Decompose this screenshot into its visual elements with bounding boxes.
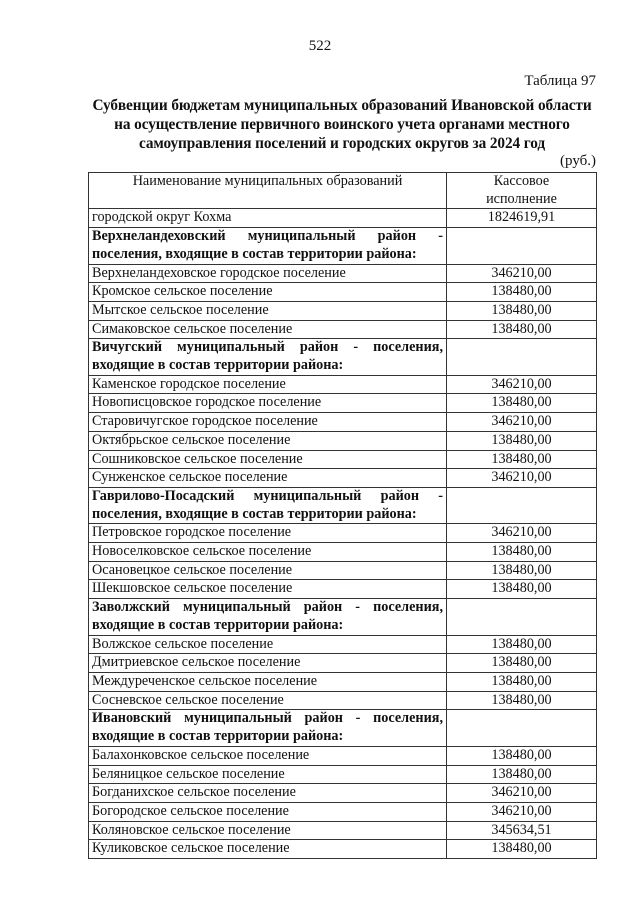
district-name: Вичугский муниципальный район - поселения, входящие в состав территории района: bbox=[89, 339, 447, 375]
settlement-name: Дмитриевское сельское поселение bbox=[89, 654, 447, 673]
amount-cell: 138480,00 bbox=[447, 543, 597, 562]
amount-cell: 1824619,91 bbox=[447, 209, 597, 228]
table-row bbox=[89, 635, 597, 654]
table-row bbox=[89, 394, 597, 413]
table-row bbox=[89, 580, 597, 599]
table-row bbox=[89, 320, 597, 339]
amount-cell: 138480,00 bbox=[447, 450, 597, 469]
table-row bbox=[89, 543, 597, 562]
settlement-name: Новописцовское городское поселение bbox=[89, 394, 447, 413]
table-row bbox=[89, 802, 597, 821]
district-name: Заволжский муниципальный район - поселения, входящие в состав территории района: bbox=[89, 599, 447, 635]
unit-label: (руб.) bbox=[560, 153, 596, 169]
settlement-name: Междуреченское сельское поселение bbox=[89, 672, 447, 691]
settlement-name: Новоселковское сельское поселение bbox=[89, 543, 447, 562]
amount-cell: 138480,00 bbox=[447, 635, 597, 654]
settlement-name: Мытское сельское поселение bbox=[89, 301, 447, 320]
header-value bbox=[447, 173, 597, 209]
page-number: 522 bbox=[308, 38, 332, 54]
table-row bbox=[89, 784, 597, 803]
amount-cell: 346210,00 bbox=[447, 802, 597, 821]
district-name: Ивановский муниципальный район - поселения, входящие в состав территории района: bbox=[89, 710, 447, 746]
amount-cell: 346210,00 bbox=[447, 413, 597, 432]
amount-cell: 346210,00 bbox=[447, 469, 597, 488]
header-value-line: исполнение bbox=[486, 190, 557, 207]
group-header-row bbox=[89, 710, 597, 746]
table-row bbox=[89, 283, 597, 302]
header-value-line: Кассовое bbox=[493, 173, 550, 189]
settlement-name: Петровское городское поселение bbox=[89, 524, 447, 543]
header-name: Наименование муниципальных образований bbox=[89, 173, 447, 209]
settlement-name: Куликовское сельское поселение bbox=[89, 840, 447, 859]
table-row bbox=[89, 375, 597, 394]
settlement-name: Сунженское сельское поселение bbox=[89, 469, 447, 488]
settlement-name: Богородское сельское поселение bbox=[89, 802, 447, 821]
settlement-name: Шекшовское сельское поселение bbox=[89, 580, 447, 599]
district-name: Гаврилово-Посадский муниципальный район - поселения, входящие в состав территории района: bbox=[89, 487, 447, 523]
table-row bbox=[89, 840, 597, 859]
table-row bbox=[89, 469, 597, 488]
settlement-name: Волжское сельское поселение bbox=[89, 635, 447, 654]
table-row bbox=[89, 209, 597, 228]
settlement-name: Беляницкое сельское поселение bbox=[89, 765, 447, 784]
amount-cell: 138480,00 bbox=[447, 320, 597, 339]
settlement-name: Октябрьское сельское поселение bbox=[89, 431, 447, 450]
settlement-name: Каменское городское поселение bbox=[89, 375, 447, 394]
table-row bbox=[89, 524, 597, 543]
amount-cell: 138480,00 bbox=[447, 672, 597, 691]
table-number: Таблица 97 bbox=[524, 73, 596, 89]
amount-cell: 346210,00 bbox=[447, 375, 597, 394]
table-row bbox=[89, 821, 597, 840]
table-header-row bbox=[89, 173, 597, 209]
amount-cell bbox=[447, 228, 597, 264]
group-header-row bbox=[89, 487, 597, 523]
district-name: Верхнеландеховский муниципальный район - поселения, входящие в состав территории района: bbox=[89, 228, 447, 264]
amount-cell bbox=[447, 710, 597, 746]
amount-cell: 138480,00 bbox=[447, 765, 597, 784]
table-row bbox=[89, 654, 597, 673]
amount-cell: 138480,00 bbox=[447, 691, 597, 710]
settlement-name: Верхнеландеховское городское поселение bbox=[89, 264, 447, 283]
table-row bbox=[89, 561, 597, 580]
amount-cell: 345634,51 bbox=[447, 821, 597, 840]
group-header-row bbox=[89, 599, 597, 635]
table-row bbox=[89, 413, 597, 432]
table-row bbox=[89, 746, 597, 765]
group-header-row bbox=[89, 339, 597, 375]
title-line: самоуправления поселений и городских округов за 2024 год bbox=[138, 135, 546, 152]
settlement-name: Старовичугское городское поселение bbox=[89, 413, 447, 432]
amount-cell bbox=[447, 487, 597, 523]
settlement-name: Симаковское сельское поселение bbox=[89, 320, 447, 339]
settlement-name: Коляновское сельское поселение bbox=[89, 821, 447, 840]
settlement-name: Богданихское сельское поселение bbox=[89, 784, 447, 803]
table-row bbox=[89, 672, 597, 691]
group-header-row bbox=[89, 228, 597, 264]
settlement-name: городской округ Кохма bbox=[89, 209, 447, 228]
document-title bbox=[88, 96, 596, 153]
title-line: Субвенции бюджетам муниципальных образований Ивановской области bbox=[92, 97, 592, 114]
settlement-name: Осановецкое сельское поселение bbox=[89, 561, 447, 580]
title-line: на осуществление первичного воинского учета органами местного bbox=[114, 116, 570, 133]
amount-cell: 346210,00 bbox=[447, 784, 597, 803]
amount-cell: 138480,00 bbox=[447, 431, 597, 450]
subsidies-table bbox=[88, 172, 597, 859]
amount-cell: 346210,00 bbox=[447, 524, 597, 543]
table-row bbox=[89, 301, 597, 320]
table-row bbox=[89, 691, 597, 710]
amount-cell bbox=[447, 599, 597, 635]
amount-cell: 138480,00 bbox=[447, 283, 597, 302]
settlement-name: Сосневское сельское поселение bbox=[89, 691, 447, 710]
amount-cell: 138480,00 bbox=[447, 301, 597, 320]
amount-cell bbox=[447, 339, 597, 375]
amount-cell: 138480,00 bbox=[447, 561, 597, 580]
amount-cell: 138480,00 bbox=[447, 840, 597, 859]
table-row bbox=[89, 431, 597, 450]
amount-cell: 346210,00 bbox=[447, 264, 597, 283]
table-row bbox=[89, 264, 597, 283]
settlement-name: Балахонковское сельское поселение bbox=[89, 746, 447, 765]
amount-cell: 138480,00 bbox=[447, 746, 597, 765]
settlement-name: Кромское сельское поселение bbox=[89, 283, 447, 302]
settlement-name: Сошниковское сельское поселение bbox=[89, 450, 447, 469]
amount-cell: 138480,00 bbox=[447, 580, 597, 599]
amount-cell: 138480,00 bbox=[447, 394, 597, 413]
table-row bbox=[89, 765, 597, 784]
table-row bbox=[89, 450, 597, 469]
amount-cell: 138480,00 bbox=[447, 654, 597, 673]
